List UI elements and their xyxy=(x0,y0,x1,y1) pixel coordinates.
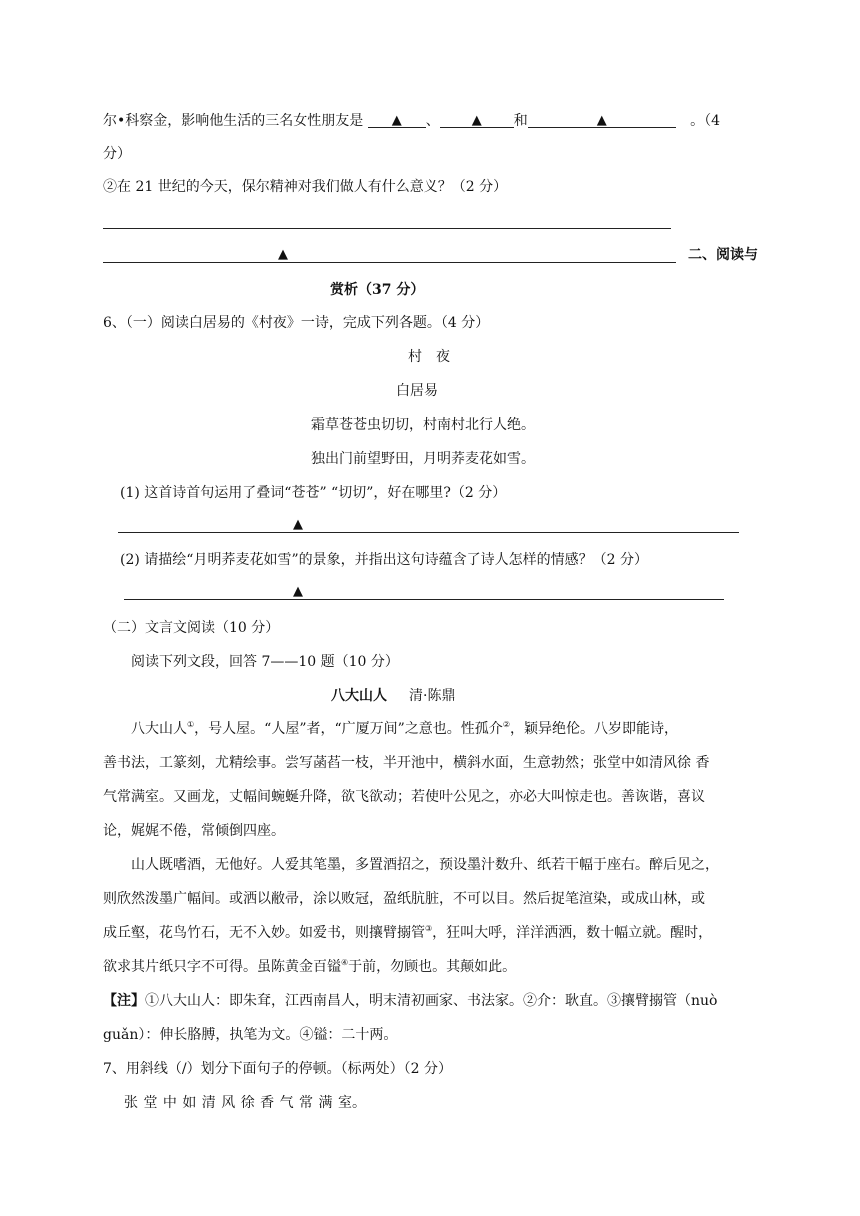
answer-line[interactable] xyxy=(118,532,739,533)
footnote-marker: ① xyxy=(187,720,195,729)
notes-text: ①八大山人：即朱耷，江西南昌人，明末清初画家、书法家。②介：耿直。③攘臂搦管（nuò xyxy=(145,993,718,1009)
answer-blank-2[interactable] xyxy=(440,113,514,128)
part2-heading: （二）文言文阅读（10 分） xyxy=(103,620,280,636)
q5-subquestion-2: ②在 21 世纪的今天，保尔精神对我们做人有什么意义？（2 分） xyxy=(103,179,508,195)
poem-author: 白居易 xyxy=(396,383,438,399)
q5-sep1: 、 xyxy=(425,113,440,129)
triangle-marker-icon: ▲ xyxy=(293,584,303,599)
q5-line1-prefix: 尔•科察金，影响他生活的三名女性朋友是 xyxy=(103,113,364,129)
q6-subquestion-2: (2) 请描绘“月明荞麦花如雪”的景象，并指出这句诗蕴含了诗人怎样的情感？（2 分） xyxy=(120,552,648,568)
text-span: 于前，勿顾也。其颠如此。 xyxy=(348,959,517,975)
answer-line[interactable] xyxy=(103,228,671,229)
passage-author: 清·陈鼎 xyxy=(409,688,456,704)
answer-line[interactable] xyxy=(103,262,676,263)
triangle-marker-icon: ▲ xyxy=(391,113,402,128)
section-2-title-part2: 赏析（37 分） xyxy=(330,282,425,298)
notes-label: 【注】 xyxy=(103,993,145,1009)
section-2-title-part1: 二、阅读与 xyxy=(688,247,758,263)
paragraph-2-line-1: 山人既嗜酒，无他好。人爱其笔墨，多置酒招之，预设墨汁数升、纸若干幅于座右。醉后见之， xyxy=(131,857,719,873)
text-span: ，号人屋。“人屋”者，“广厦万间”之意也。性孤介 xyxy=(194,721,503,737)
q6-intro: 6、（一）阅读白居易的《村夜》一诗，完成下列各题。（4 分） xyxy=(103,315,490,331)
q6-subquestion-1: (1) 这首诗首句运用了叠词“苍苍” “切切”，好在哪里?（2 分） xyxy=(120,485,507,501)
poem-line-1: 霜草苍苍虫切切，村南村北行人绝。 xyxy=(311,417,535,433)
notes-line-1 xyxy=(103,994,717,1008)
text-span: 八大山人 xyxy=(131,721,187,737)
passage-title: 八大山人 xyxy=(331,688,387,704)
triangle-marker-icon: ▲ xyxy=(278,247,288,262)
triangle-marker-icon: ▲ xyxy=(596,113,607,128)
q7-sentence[interactable]: 张 堂 中 如 清 风 徐 香 气 常 满 室。 xyxy=(124,1095,366,1111)
poem-line-2: 独出门前望野田，月明荞麦花如雪。 xyxy=(311,451,535,467)
triangle-marker-icon: ▲ xyxy=(293,517,303,532)
q7-question: 7、用斜线（/）划分下面句子的停顿。（标两处）（2 分） xyxy=(103,1061,452,1077)
text-span: 欲求其片纸只字不可得。虽陈黄金百镒 xyxy=(103,959,341,975)
q5-line1-suffix: 。（4 xyxy=(690,113,721,129)
part2-instruction: 阅读下列文段，回答 7——10 题（10 分） xyxy=(131,654,399,670)
footnote-marker: ③ xyxy=(425,924,433,933)
q5-sep2: 和 xyxy=(513,113,528,129)
notes-line-2: guǎn）：伸长胳膊，执笔为文。④镒：二十两。 xyxy=(103,1027,398,1043)
paragraph-2-line-3 xyxy=(103,926,712,940)
q5-line1 xyxy=(103,113,720,128)
paragraph-1-line-1 xyxy=(131,722,678,736)
poem-title: 村 夜 xyxy=(408,349,450,365)
q5-line2: 分） xyxy=(103,146,131,162)
text-span: 成丘壑，花鸟竹石，无不入妙。如爱书，则攘臂搦管 xyxy=(103,925,425,941)
text-span: ，颖异绝伦。八岁即能诗， xyxy=(509,721,678,737)
paragraph-1-line-2: 善书法，工篆刻，尤精绘事。尝写菡萏一枝，半开池中，横斜水面，生意勃然；张堂中如清风徐 香 xyxy=(103,755,710,771)
answer-line[interactable] xyxy=(124,599,724,600)
footnote-marker: ② xyxy=(502,720,510,729)
paragraph-1-line-3: 气常满室。又画龙，丈幅间蜿蜒升降，欲飞欲动；若使叶公见之，亦必大叫惊走也。善诙谐，喜议 xyxy=(103,789,705,805)
text-span: ，狂叫大呼，洋洋洒洒，数十幅立就。醒时， xyxy=(432,925,713,941)
paragraph-1-line-4: 论，娓娓不倦，常倾倒四座。 xyxy=(103,823,285,839)
triangle-marker-icon: ▲ xyxy=(471,113,482,128)
passage-title-line xyxy=(331,689,455,703)
paragraph-2-line-2: 则欣然泼墨广幅间。或洒以敝帚，涂以败冠，盈纸肮脏，不可以目。然后捉笔渲染，或成山林，或 xyxy=(103,891,705,907)
answer-blank-3[interactable] xyxy=(528,113,676,128)
footnote-marker: ④ xyxy=(341,958,349,967)
answer-blank-1[interactable] xyxy=(368,113,426,128)
paragraph-2-line-4 xyxy=(103,960,516,974)
